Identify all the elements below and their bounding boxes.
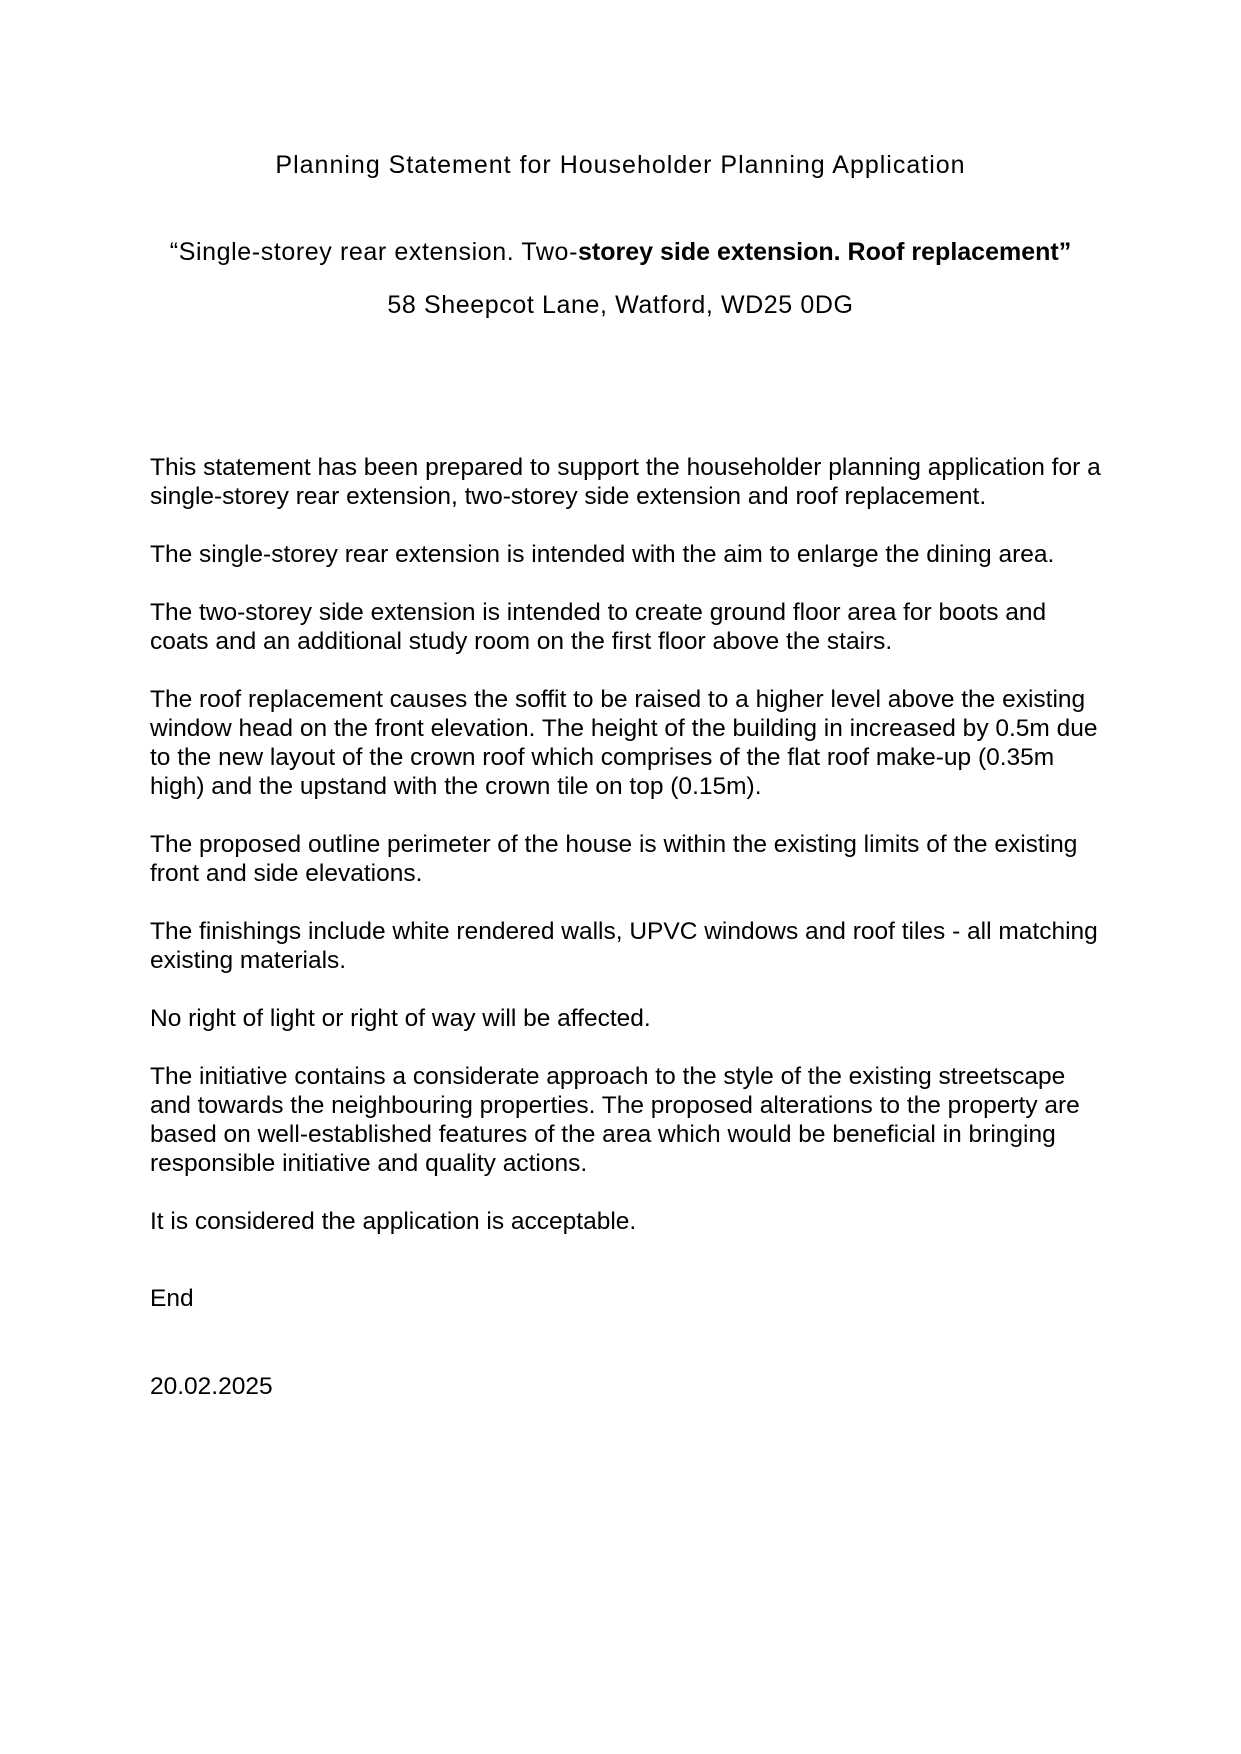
paragraph-streetscape: The initiative contains a considerate approach to the style of the existing streetscape and towards the neighbouring properties. The proposed alterations to the property are based on well-established features of the area which would be beneficial in bringing responsible initiative and quality actions. (150, 1063, 1080, 1177)
property-address: 58 Sheepcot Lane, Watford, WD25 0DG (387, 291, 854, 319)
subtitle-bold-part: storey side extension. Roof replacement” (578, 238, 1072, 266)
paragraph-side-extension: The two-storey side extension is intended to create ground floor area for boots and coats and an additional study room on the first floor above the stairs. (150, 599, 1047, 655)
statement-body (150, 453, 1110, 1265)
paragraph-rear-extension: The single-storey rear extension is intended with the aim to enlarge the dining area. (150, 541, 1055, 568)
paragraph-finishings: The finishings include white rendered walls, UPVC windows and roof tiles - all matching existing materials. (150, 918, 1098, 974)
document-subtitle (0, 237, 1241, 267)
document-date: 20.02.2025 (150, 1373, 273, 1400)
paragraph-rights: No right of light or right of way will be affected. (150, 1005, 651, 1032)
end-marker: End (150, 1285, 194, 1312)
paragraph-conclusion: It is considered the application is acceptable. (150, 1208, 637, 1235)
paragraph-roof-replacement: The roof replacement causes the soffit to be raised to a higher level above the existing window head on the front elevation. The height of the building in increased by 0.5m due to the new layout of the crown roof which comprises of the flat roof make-up (0.35m high) and the upstand with the crown tile on top (0.15m). (150, 686, 1098, 800)
subtitle-normal-part: “Single-storey rear extension. Two- (169, 238, 578, 266)
document-title: Planning Statement for Householder Planning Application (275, 151, 966, 179)
paragraph-perimeter: The proposed outline perimeter of the house is within the existing limits of the existing front and side elevations. (150, 831, 1078, 887)
paragraph-purpose: This statement has been prepared to support the householder planning application for a single-storey rear extension, two-storey side extension and roof replacement. (150, 454, 1101, 510)
